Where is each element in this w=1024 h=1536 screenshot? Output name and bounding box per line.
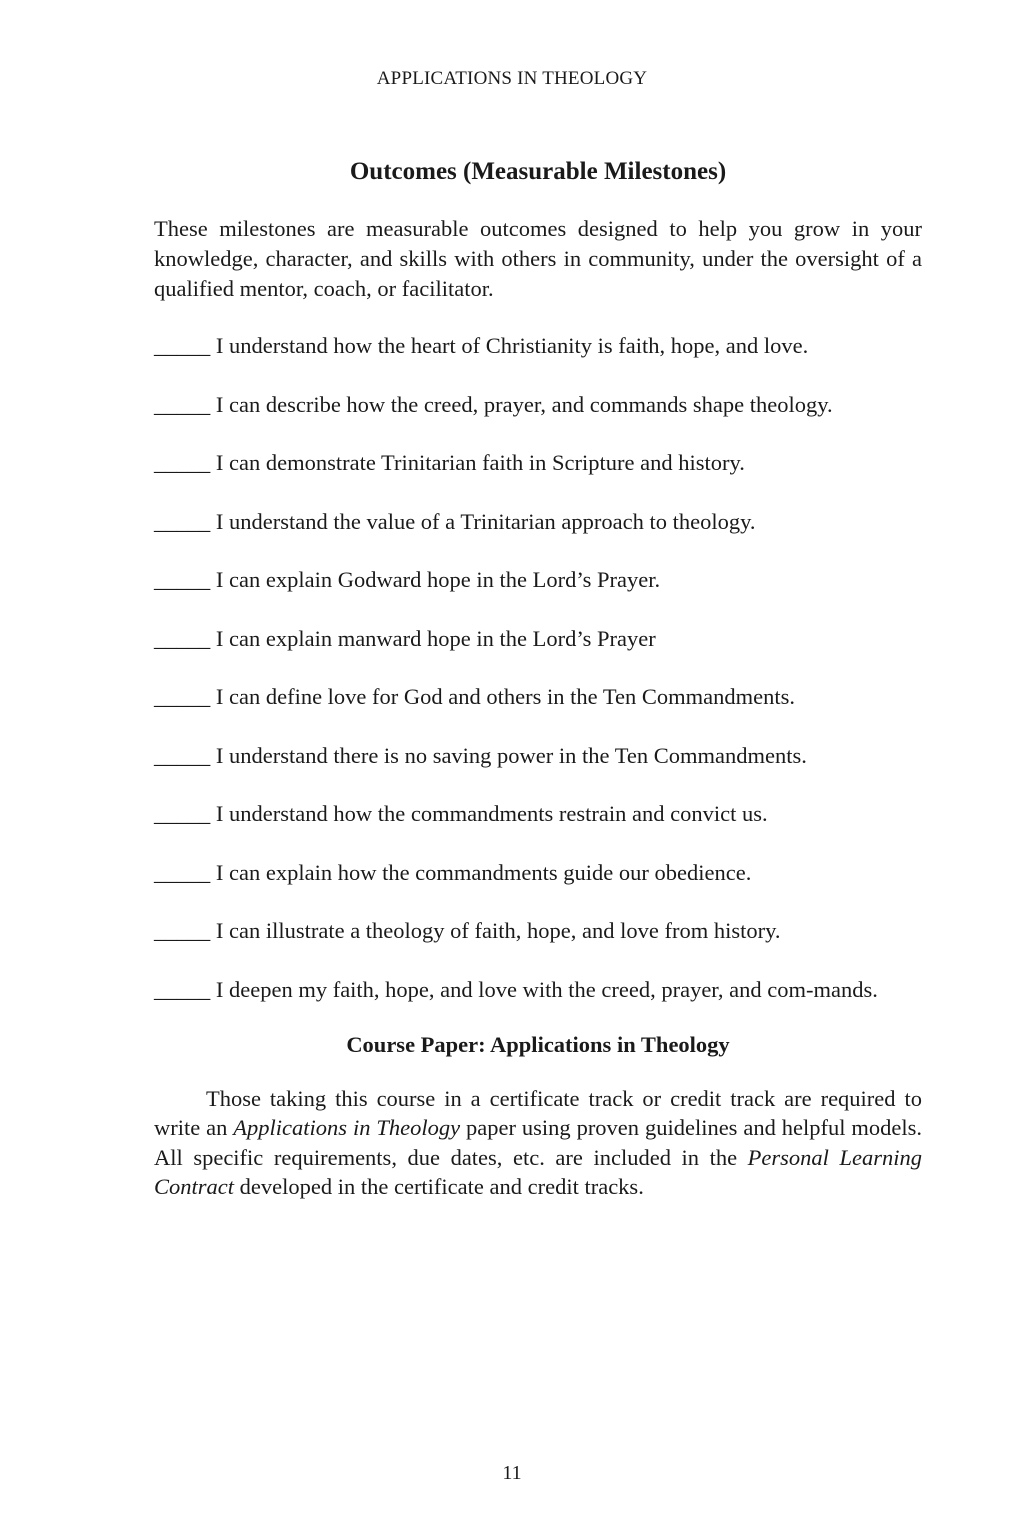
milestone-text: I can illustrate a theology of faith, hope, and love from history. (215, 918, 781, 943)
milestone-blank: _____ (154, 567, 211, 592)
course-paper-text-2: paper using proven guidelines and helpful models. All specific requirements, due dates, etc. are included in the (154, 1115, 923, 1170)
milestone-blank: _____ (154, 450, 211, 475)
milestone-blank: _____ (154, 684, 211, 709)
milestone-blank: _____ (154, 625, 211, 651)
milestone-item (154, 507, 922, 536)
milestone-text: I understand there is no saving power in the Ten Commandments. (215, 742, 807, 768)
milestone-item (154, 741, 922, 770)
running-header: APPLICATIONS IN THEOLOGY (376, 68, 648, 89)
milestone-text: I can demonstrate Trinitarian faith in Scripture and history. (215, 450, 745, 475)
milestone-blank: _____ (154, 508, 211, 534)
milestone-text: I can explain Godward hope in the Lord’s Prayer. (215, 567, 661, 592)
milestone-list (154, 331, 922, 1004)
milestone-item (154, 916, 922, 945)
milestone-text: I deepen my faith, hope, and love with the creed, prayer, and com-mands. (215, 976, 878, 1002)
milestone-blank: _____ (154, 333, 211, 358)
milestone-blank: _____ (154, 801, 211, 826)
milestone-item (154, 390, 922, 419)
course-paper-text-1: Those taking this course in a certificate track or credit track are required to write an (154, 1085, 922, 1140)
course-paper-body (154, 1084, 922, 1202)
milestone-text: I can describe how the creed, prayer, and commands shape theology. (215, 391, 833, 417)
course-paper-title: Course Paper: Applications in Theology (346, 1031, 730, 1057)
milestone-item (154, 975, 922, 1004)
milestone-blank: _____ (154, 859, 211, 885)
course-paper-italic-contract: Personal Learning Contract (154, 1144, 922, 1199)
milestone-text: I understand how the commandments restrain and convict us. (215, 801, 768, 826)
course-paper-text-3: developed in the certificate and credit tracks. (234, 1174, 644, 1199)
milestone-item (154, 858, 922, 887)
page-content (154, 158, 922, 1202)
milestone-blank: _____ (154, 742, 211, 768)
milestone-item (154, 448, 922, 477)
milestone-text: I can define love for God and others in the Ten Commandments. (215, 684, 795, 709)
milestone-text: I understand the value of a Trinitarian approach to theology. (215, 508, 756, 534)
milestone-item (154, 799, 922, 828)
course-paper-italic-title: Applications in Theology (233, 1115, 461, 1140)
milestone-text: I understand how the heart of Christianity is faith, hope, and love. (215, 333, 809, 358)
milestone-item (154, 331, 922, 360)
page-number: 11 (502, 1462, 522, 1484)
milestone-item (154, 565, 922, 594)
outcomes-intro: These milestones are measurable outcomes designed to help you grow in your knowledge, character, and skills with others in community, under the oversight of a qualified mentor, coach, or facilitator. (154, 216, 922, 301)
milestone-text: I can explain how the commandments guide our obedience. (215, 859, 752, 885)
milestone-item (154, 624, 922, 653)
milestone-blank: _____ (154, 918, 211, 943)
milestone-item (154, 682, 922, 711)
milestone-text: I can explain manward hope in the Lord’s Prayer (215, 625, 656, 651)
milestone-blank: _____ (154, 976, 211, 1002)
milestone-blank: _____ (154, 391, 211, 417)
outcomes-title: Outcomes (Measurable Milestones) (349, 158, 727, 185)
